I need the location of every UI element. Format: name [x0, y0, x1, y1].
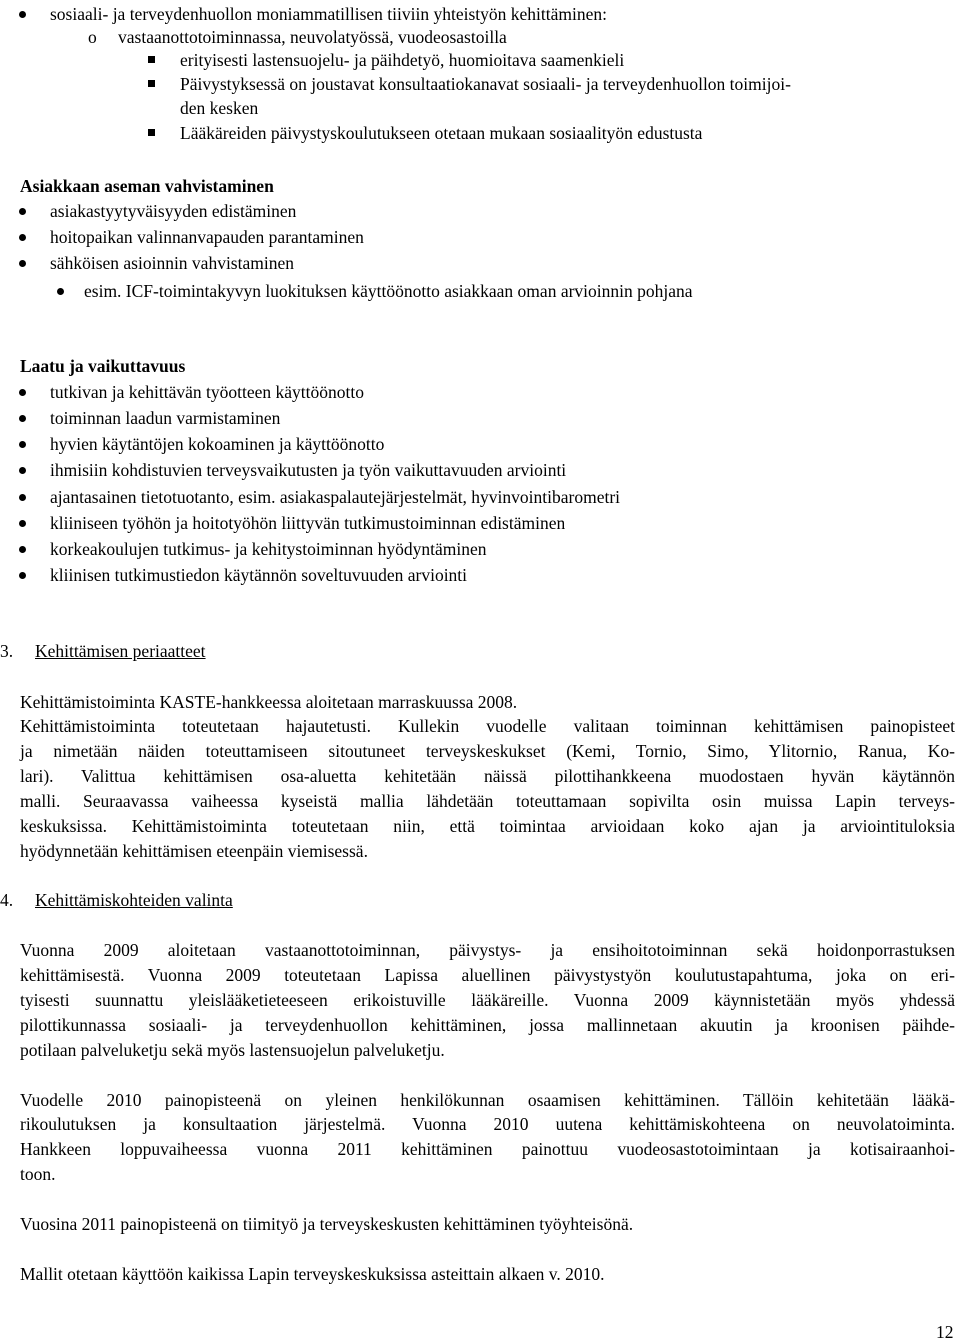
- paragraph-line: Kehittämistoiminta KASTE-hankkeessa aloitetaan marraskuussa 2008.: [20, 692, 518, 712]
- paragraph-line: keskuksissa. Kehittämistoiminta toteutetaan niin, että toimintaa arvioidaan koko ajan ja arviointituloksia: [20, 816, 955, 836]
- section-number: 3.: [0, 641, 14, 661]
- bullet-icon: [19, 441, 26, 448]
- paragraph-line: Kehittämistoiminta toteutetaan hajautetusti. Kullekin vuodelle valitaan toiminnan kehittämisen painopisteet: [20, 716, 955, 736]
- section-heading: Laatu ja vaikuttavuus: [20, 356, 186, 376]
- bullet-icon: [19, 467, 26, 474]
- list-item: ajantasainen tietotuotanto, esim. asiakaspalautejärjestelmät, hyvinvointibarometri: [50, 487, 621, 507]
- square-bullet-icon: [148, 129, 155, 136]
- list-item: toiminnan laadun varmistaminen: [50, 408, 281, 428]
- paragraph-line: kehittämisestä. Vuonna 2009 toteutetaan Lapissa aluellinen päivystystyön koulutustapahtuma, joka on eri-: [20, 965, 955, 985]
- bullet-icon: [57, 288, 64, 295]
- paragraph-line: tyisesti suunnattu yleislääketieteeseen erikoistuville lääkäreille. Vuonna 2009 käynnistetään myös yhdessä: [20, 990, 955, 1010]
- list-item: korkeakoulujen tutkimus- ja kehitystoiminnan hyödyntäminen: [50, 539, 487, 559]
- paragraph-line: hyödynnetään kehittämisen eteenpäin viemisessä.: [20, 841, 368, 861]
- bullet-icon: [19, 520, 26, 527]
- paragraph-line: malli. Seuraavassa vaiheessa kyseistä mallia lähdetään toteuttamaan sopivilta osin muissa Lapin terveys-: [20, 791, 955, 811]
- list-item: kliinisen tutkimustiedon käytännön soveltuvuuden arviointi: [50, 565, 468, 585]
- list-item: sähköisen asioinnin vahvistaminen: [50, 253, 294, 273]
- bullet-icon: [19, 494, 26, 501]
- paragraph-line: toon.: [20, 1164, 56, 1184]
- paragraph-line: Hankkeen loppuvaiheessa vuonna 2011 kehittäminen painottuu vuodeosastotoimintaan ja kotisairaanhoi-: [20, 1139, 955, 1159]
- paragraph-line: lari). Valittua kehittämisen osa-aluetta kehitetään näissä pilottihankkeena muodostaen hyvän käytännön: [20, 766, 955, 786]
- bullet-icon: [19, 234, 26, 241]
- list-item: esim. ICF-toimintakyvyn luokituksen käyttöönotto asiakkaan oman arvioinnin pohjana: [84, 281, 693, 301]
- paragraph-line: rikoulutuksen ja konsultaation järjestelmä. Vuonna 2010 uutena kehittämiskohteena on neuvolatoiminta.: [20, 1114, 955, 1134]
- list-item: ihmisiin kohdistuvien terveysvaikutusten ja työn vaikuttavuuden arviointi: [50, 460, 567, 480]
- section-title: Kehittämiskohteiden valinta: [35, 890, 233, 910]
- paragraph-line: Mallit otetaan käyttöön kaikissa Lapin terveyskeskuksissa asteittain alkaen v. 2010.: [20, 1264, 605, 1284]
- sub-sub-list-item: Päivystyksessä on joustavat konsultaatiokanavat sosiaali- ja terveydenhuollon toimijoi-: [180, 74, 791, 94]
- list-item: tutkivan ja kehittävän työotteen käyttöönotto: [50, 382, 364, 402]
- sub-sub-list-item: Lääkäreiden päivystyskoulutukseen otetaan mukaan sosiaalityön edustusta: [180, 123, 703, 143]
- sub-bullet-marker: o: [88, 27, 97, 47]
- paragraph-line: Vuonna 2009 aloitetaan vastaanottotoiminnan, päivystys- ja ensihoitotoiminnan sekä hoidonporrastuksen: [20, 940, 955, 960]
- paragraph-line: potilaan palveluketju sekä myös lastensuojelun palveluketju.: [20, 1040, 445, 1060]
- paragraph-line: ja nimetään näiden toteuttamiseen sitoutuneet terveyskeskukset (Kemi, Tornio, Simo, Ylitornio, Ranua, Ko-: [20, 741, 955, 761]
- sub-sub-list-item: erityisesti lastensuojelu- ja päihdetyö, huomioitava saamenkieli: [180, 50, 625, 70]
- bullet-icon: [19, 208, 26, 215]
- paragraph-line: pilottikunnassa sosiaali- ja terveydenhuollon kehittäminen, jossa mallinnetaan akuutin ja kroonisen päihde-: [20, 1015, 955, 1035]
- section-number: 4.: [0, 890, 14, 910]
- page-number: 12: [936, 1322, 954, 1342]
- section-title: Kehittämisen periaatteet: [35, 641, 206, 661]
- bullet-icon: [19, 415, 26, 422]
- paragraph-line: Vuodelle 2010 painopisteenä on yleinen henkilökunnan osaamisen kehittäminen. Tällöin kehitetään lääkä-: [20, 1090, 955, 1110]
- section-heading: Asiakkaan aseman vahvistaminen: [20, 176, 274, 196]
- sub-sub-list-item-cont: den kesken: [180, 98, 259, 118]
- bullet-icon: [19, 546, 26, 553]
- list-item: kliiniseen työhön ja hoitotyöhön liittyvän tutkimustoiminnan edistäminen: [50, 513, 566, 533]
- square-bullet-icon: [148, 80, 155, 87]
- paragraph-line: Vuosina 2011 painopisteenä on tiimityö ja terveyskeskusten kehittäminen työyhteisönä.: [20, 1214, 634, 1234]
- bullet-icon: [19, 11, 26, 18]
- list-item: hyvien käytäntöjen kokoaminen ja käyttöönotto: [50, 434, 385, 454]
- bullet-icon: [19, 572, 26, 579]
- list-item: sosiaali- ja terveydenhuollon moniammatillisen tiiviin yhteistyön kehittäminen:: [50, 4, 607, 24]
- list-item: hoitopaikan valinnanvapauden parantaminen: [50, 227, 364, 247]
- bullet-icon: [19, 389, 26, 396]
- sub-list-item: vastaanottotoiminnassa, neuvolatyössä, vuodeosastoilla: [118, 27, 507, 47]
- bullet-icon: [19, 260, 26, 267]
- list-item: asiakastyytyväisyyden edistäminen: [50, 201, 297, 221]
- square-bullet-icon: [148, 56, 155, 63]
